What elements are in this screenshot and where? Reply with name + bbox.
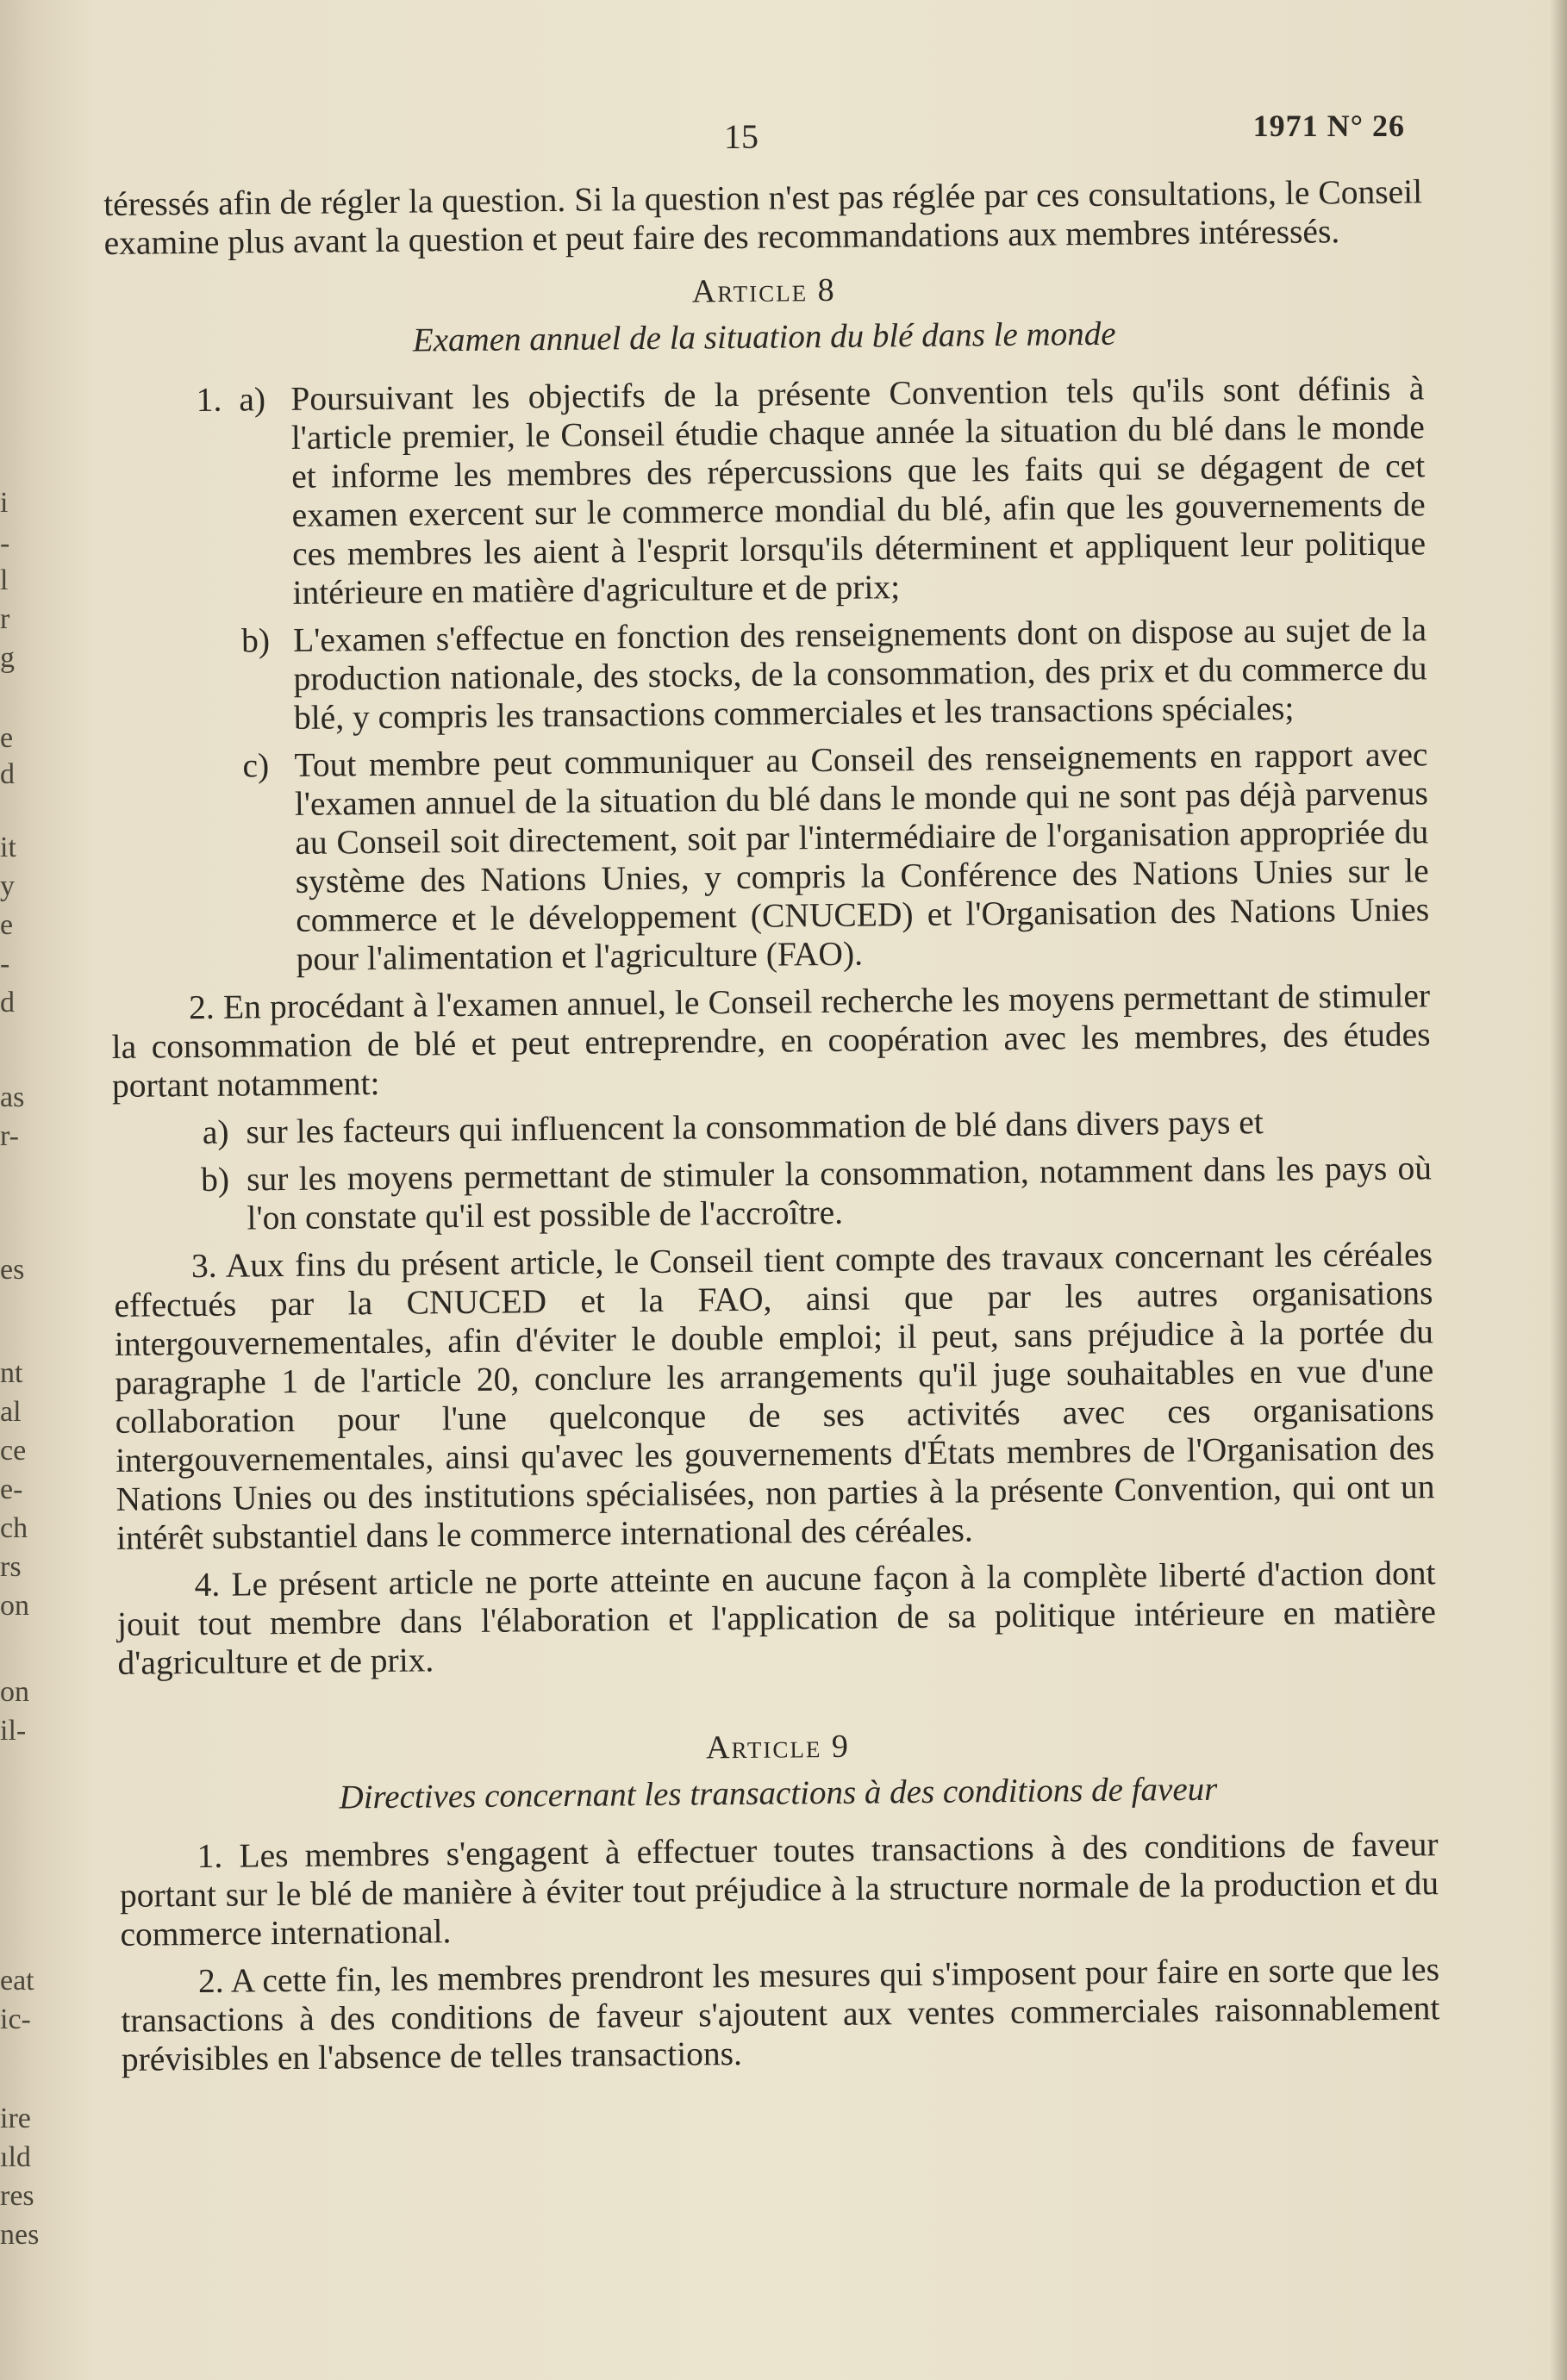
item-label: b)	[200, 1160, 230, 1199]
margin-fragment: rs	[0, 1551, 22, 1583]
margin-fragment: ıld	[0, 2141, 31, 2173]
margin-fragment: nes	[0, 2219, 40, 2251]
series-reference: 1971 N° 26	[1252, 109, 1405, 143]
article-8-para-1c	[109, 735, 1430, 981]
margin-fragment: l	[0, 564, 9, 596]
article-9-heading: Article 9	[705, 1728, 851, 1766]
margin-fragment: r	[0, 603, 10, 635]
document-body	[103, 172, 1440, 2088]
article-8-heading: Article 8	[691, 271, 836, 310]
margin-fragment: d	[0, 758, 15, 790]
article-9-para-2: 2. A cette fin, les membres prendront les mesures qui s'imposent pour faire en sorte que les transactions à des conditions de faveur s'ajoutent aux ventes commerciales raisonnablement prévisibles en l'absence de telles transactions.	[121, 1950, 1440, 2078]
page-header	[112, 108, 1405, 159]
item-text: Poursuivant les objectifs de la présente Convention tels qu'ils sont définis à l'article premier, le Conseil étudie chaque année la situation du blé dans le monde et informe les membres des répercussions que les faits qui se dégagent de cet examen exercent sur le commerce mondial du blé, afin que les gouvernements de ces membres les aient à l'esprit lorsqu'ils déterminent et appliquent leur politique intérieure en matière d'agriculture et de prix;	[290, 369, 1427, 612]
article-8-subtitle: Examen annuel de la situation du blé dans le monde	[412, 315, 1116, 359]
margin-fragment: -	[0, 527, 10, 559]
item-label: c)	[242, 746, 270, 785]
margin-fragment: it	[0, 832, 16, 863]
item-text: sur les moyens permettant de stimuler la consommation, notamment dans les pays où l'on constate qu'il est possible de l'accroître.	[246, 1149, 1433, 1237]
article-8-para-1a	[105, 369, 1427, 614]
margin-fragment: -	[0, 948, 10, 980]
margin-fragment: on	[0, 1676, 29, 1708]
item-text: L'examen s'effectue en fonction des renseignements dont on dispose au sujet de la production nationale, des stocks, de la consommation, des prix et du commerce du blé, y compris les transactions commerciales et les transactions spéciales;	[292, 610, 1427, 737]
margin-fragment: nt	[0, 1357, 23, 1389]
margin-fragment: ic-	[0, 2003, 31, 2035]
item-label: b)	[240, 621, 271, 660]
article-9-para-1: 1. Les membres s'engagent à effectuer toutes transactions à des conditions de faveur portant sur le blé de manière à éviter tout préjudice à la structure normale de la production et du commerce international.	[119, 1825, 1439, 1953]
margin-fragment: d	[0, 987, 15, 1019]
article-8-para-3: 3. Aux fins du présent article, le Conseil tient compte des travaux concernant les céréales effectués par la CNUCED et la FAO, ainsi que par les autres organisations intergouvernementales, afin d'éviter le double emploi; il peut, sans préjudice à la portée du paragraphe 1 de l'article 20, conclure les arrangements qu'il juge souhaitables en vue d'une collaboration pour l'une quelconque de ses activités avec ces organisations intergouvernementales, ainsi qu'avec les gouvernements d'États membres de l'Organisation des Nations Unies ou des institutions spécialisées, non parties à la présente Convention, qui ont un intérêt substantiel dans le commerce international des céréales.	[114, 1235, 1435, 1557]
item-text: sur les facteurs qui influencent la consommation de blé dans divers pays et	[246, 1103, 1264, 1151]
article-8-para-4: 4. Le présent article ne porte atteinte en aucune façon à la complète liberté d'action dont jouit tout membre dans l'élaboration et l'application de sa politique intérieure en matière d'agriculture et de prix.	[116, 1554, 1437, 1682]
margin-fragment: ire	[0, 2103, 31, 2134]
item-text: Tout membre peut communiquer au Conseil des renseignements en rapport avec l'examen annuel de la situation du blé dans le monde qui ne sont pas déjà parvenus au Conseil soit directement, soit par l'intermédiaire de l'organisation appropriée du système des Nations Unies, y compris la Conférence des Nations Unies sur le commerce et le développement (CNUCED) et l'Organisation des Nations Unies pour l'alimentation et l'agriculture (FAO).	[294, 735, 1430, 978]
margin-fragment: ce	[0, 1435, 27, 1467]
margin-fragment: e	[0, 909, 14, 941]
margin-fragment: e-	[0, 1473, 23, 1505]
margin-fragment: al	[0, 1396, 22, 1428]
margin-fragment: eat	[0, 1965, 34, 1997]
article-8-para-2a	[112, 1101, 1431, 1153]
margin-fragment: y	[0, 870, 15, 902]
item-label: a)	[202, 1112, 229, 1151]
page-number: 15	[724, 117, 759, 156]
margin-fragment: g	[0, 642, 15, 674]
margin-fragment: ch	[0, 1512, 28, 1544]
margin-fragment: e	[0, 722, 14, 754]
article-8-para-2b	[113, 1149, 1433, 1239]
margin-fragment: il-	[0, 1715, 27, 1747]
margin-fragment: i	[0, 487, 9, 519]
margin-fragment: es	[0, 1254, 25, 1286]
adjacent-page-margin	[0, 0, 69, 2380]
margin-fragment: res	[0, 2180, 34, 2212]
continuation-paragraph: téressés afin de régler la question. Si la question n'est pas réglée par ces consultations, le Conseil examine plus avant la question et peut faire des recommandations aux membres intéressés.	[103, 172, 1423, 262]
article-8-para-1b	[108, 610, 1427, 739]
page-edge-shadow	[1550, 0, 1567, 2380]
article-9-subtitle: Directives concernant les transactions à des conditions de faveur	[339, 1770, 1218, 1816]
margin-fragment: as	[0, 1081, 25, 1113]
margin-fragment: r-	[0, 1120, 19, 1152]
item-label: a)	[239, 380, 266, 419]
margin-fragment: on	[0, 1590, 29, 1622]
article-8-para-2: 2. En procédant à l'examen annuel, le Conseil recherche les moyens permettant de stimuler la consommation de blé et peut entreprendre, en coopération avec les membres, des études portant notamment:	[111, 976, 1431, 1105]
paragraph-number: 1.	[196, 380, 222, 419]
